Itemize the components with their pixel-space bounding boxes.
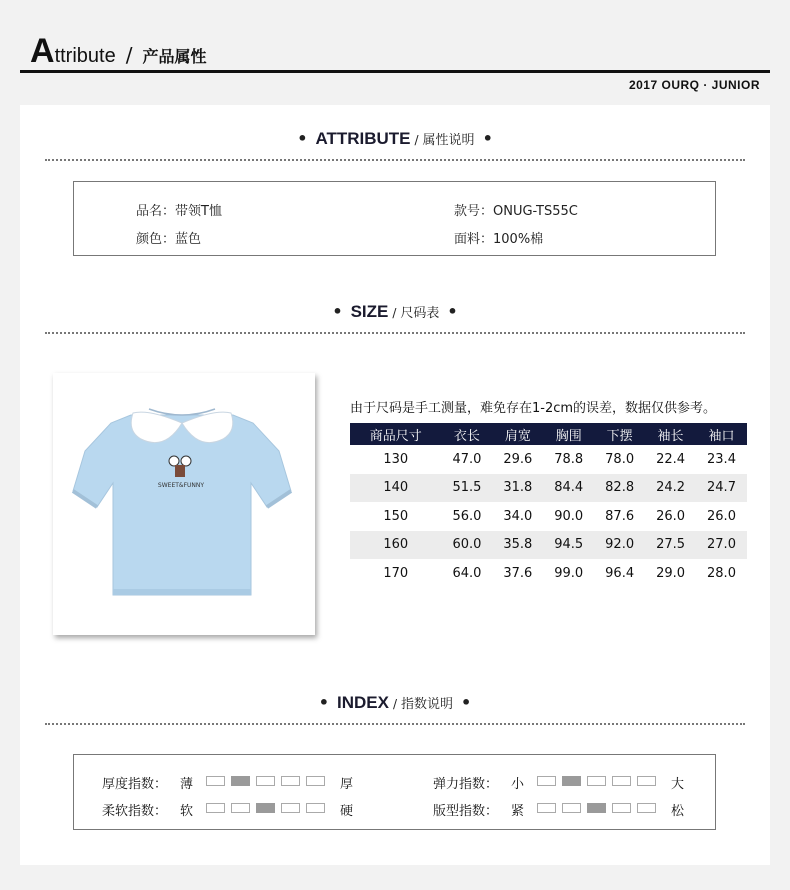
index-scale-square (537, 803, 556, 813)
table-cell: 60.0 (441, 531, 492, 560)
index-fit-high: 松 (671, 804, 685, 819)
table-cell: 96.4 (605, 565, 635, 581)
table-cell: 29.0 (656, 565, 686, 581)
table-cell: 47.0 (452, 451, 482, 467)
attr-name: 品名：带领T恤 (136, 204, 222, 219)
brand-rest: ttribute (54, 45, 116, 67)
table-cell: 51.5 (441, 474, 492, 503)
index-fit-low: 紧 (511, 804, 525, 819)
brand-letter: A (30, 32, 55, 70)
size-divider (45, 332, 745, 334)
table-cell: 160 (350, 531, 441, 560)
attribute-box (73, 181, 716, 256)
col-length: 衣长 (441, 423, 492, 445)
index-scale-square (587, 776, 606, 786)
table-cell: 34.0 (503, 508, 533, 524)
brand-title (30, 32, 206, 71)
tshirt-illustration (53, 373, 315, 635)
size-section-title: • SIZE / 尺码表 • (332, 302, 458, 321)
index-scale-square (231, 776, 250, 786)
size-note: 由于尺码是手工测量，难免存在1-2cm的误差，数据仅供参考。 (350, 401, 717, 416)
table-cell: 170 (383, 565, 409, 581)
table-row (350, 474, 747, 503)
table-row (350, 502, 747, 531)
col-chest: 胸围 (543, 423, 594, 445)
content-panel (20, 105, 770, 865)
index-scale-square (306, 803, 325, 813)
index-fit-scale (537, 803, 657, 815)
table-cell: 37.6 (503, 565, 533, 581)
col-shoulder: 肩宽 (492, 423, 543, 445)
size-table (350, 423, 747, 588)
table-cell: 92.0 (594, 531, 645, 560)
index-scale-square (281, 776, 300, 786)
attribute-divider (45, 159, 745, 161)
table-cell: 82.8 (594, 474, 645, 503)
col-cuff: 袖口 (696, 423, 747, 445)
attribute-title-cn: 属性说明 (422, 133, 475, 148)
col-hem: 下摆 (594, 423, 645, 445)
col-sleeve-length: 袖长 (645, 423, 696, 445)
size-title-cn: 尺码表 (400, 306, 440, 321)
index-thickness-high: 厚 (340, 777, 354, 792)
index-thickness-scale (206, 776, 326, 788)
table-cell: 24.2 (645, 474, 696, 503)
index-scale-square (562, 803, 581, 813)
table-cell: 26.0 (656, 508, 686, 524)
table-cell: 22.4 (656, 451, 686, 467)
attribute-title-en: ATTRIBUTE (315, 129, 411, 148)
attr-color: 颜色：蓝色 (136, 232, 202, 247)
table-cell: 150 (383, 508, 409, 524)
table-cell: 28.0 (707, 565, 736, 581)
index-section-title: • INDEX / 指数说明 • (318, 693, 472, 712)
size-table-header (350, 423, 747, 445)
index-title-en: INDEX (336, 693, 389, 712)
page-header (0, 0, 790, 102)
index-scale-square (612, 776, 631, 786)
table-cell: 94.5 (543, 531, 594, 560)
index-scale-square (281, 803, 300, 813)
table-cell: 27.5 (645, 531, 696, 560)
index-elasticity-label: 弹力指数： (433, 777, 499, 792)
index-scale-square (231, 803, 250, 813)
index-scale-square (537, 776, 556, 786)
index-scale-square (206, 803, 225, 813)
attr-style-no: 款号：ONUG-TS55C (454, 204, 578, 219)
index-softness-scale (206, 803, 326, 815)
index-thickness-label: 厚度指数： (102, 777, 168, 792)
table-row (350, 559, 747, 588)
table-cell: 31.8 (492, 474, 543, 503)
index-thickness-low: 薄 (180, 777, 194, 792)
table-row (350, 531, 747, 560)
table-cell: 78.0 (605, 451, 635, 467)
table-cell: 130 (383, 451, 409, 467)
attr-fabric: 面料：100%棉 (454, 232, 544, 247)
index-softness-label: 柔软指数： (102, 804, 168, 819)
index-scale-square (587, 803, 606, 813)
product-graphic-text: SWEET&FUNNY (157, 482, 205, 489)
table-cell: 26.0 (707, 508, 736, 524)
table-cell: 29.6 (503, 451, 533, 467)
index-divider (45, 723, 745, 725)
size-title-en: SIZE (350, 302, 389, 321)
index-title-cn: 指数说明 (401, 697, 454, 712)
table-cell: 35.8 (492, 531, 543, 560)
brand-slash: / (125, 43, 133, 67)
table-cell: 24.7 (696, 474, 747, 503)
table-row (350, 445, 747, 474)
index-scale-square (637, 776, 656, 786)
table-cell: 27.0 (696, 531, 747, 560)
index-softness-high: 硬 (340, 804, 354, 819)
index-scale-square (637, 803, 656, 813)
table-cell: 78.8 (554, 451, 584, 467)
index-softness-low: 软 (180, 804, 194, 819)
index-elasticity-low: 小 (511, 777, 525, 792)
index-scale-square (306, 776, 325, 786)
col-size: 商品尺寸 (350, 423, 441, 445)
table-cell: 99.0 (554, 565, 584, 581)
index-scale-square (612, 803, 631, 813)
table-cell: 64.0 (452, 565, 482, 581)
index-scale-square (562, 776, 581, 786)
product-image (53, 373, 315, 635)
index-fit-label: 版型指数： (433, 804, 499, 819)
header-divider (20, 70, 770, 73)
index-elasticity-high: 大 (671, 777, 685, 792)
table-cell: 90.0 (554, 508, 584, 524)
table-cell: 84.4 (543, 474, 594, 503)
table-cell: 56.0 (452, 508, 482, 524)
index-scale-square (256, 803, 275, 813)
index-scale-square (256, 776, 275, 786)
index-elasticity-scale (537, 776, 657, 788)
brand-cn-title: 产品属性 (142, 47, 207, 66)
table-cell: 23.4 (707, 451, 736, 467)
table-cell: 140 (350, 474, 441, 503)
index-scale-square (206, 776, 225, 786)
index-box (73, 754, 716, 830)
table-cell: 87.6 (605, 508, 635, 524)
attribute-section-title: • ATTRIBUTE / 属性说明 • (297, 129, 493, 148)
header-subtitle: 2017 OURQ · JUNIOR (628, 78, 760, 92)
